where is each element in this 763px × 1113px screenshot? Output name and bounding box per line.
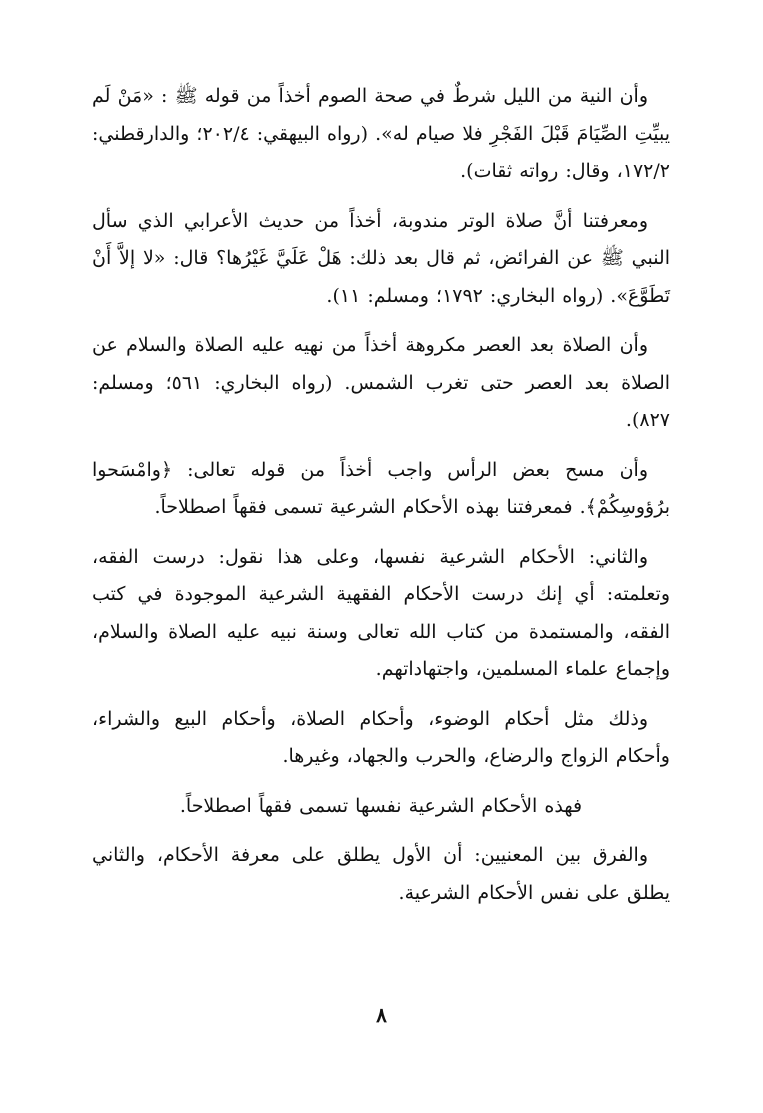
page-number: ٨	[376, 1003, 387, 1027]
paragraph-examples: وذلك مثل أحكام الوضوء، وأحكام الصلاة، وأحكام البيع والشراء، وأحكام الزواج والرضاع، والحرب والجهاد، وغيرها.	[92, 707, 670, 767]
paragraph-fasting-intention: وأن النية من الليل شرطٌ في صحة الصوم أخذاً من قوله ﷺ : «مَنْ لَم يبيِّتِ الصِّيَامَ قَبْلَ الفَجْرِ فلا صيام له». (رواه البيهقي: ٢٠٢/٤؛ والدارقطني: ١٧٢/٢، وقال: رواته ثقات).	[92, 85, 670, 182]
paragraph-difference: والفرق بين المعنيين: أن الأول يطلق على معرفة الأحكام، والثاني يطلق على نفس الأحكام الشرعية.	[92, 844, 670, 904]
paragraph-conclusion: فهذه الأحكام الشرعية نفسها تسمى فقهاً اصطلاحاً.	[179, 794, 583, 817]
page-body	[92, 78, 670, 924]
paragraph-second-meaning: والثاني: الأحكام الشرعية نفسها، وعلى هذا نقول: درست الفقه، وتعلمته: أي إنك درست الأحكام الفقهية الشرعية الموجودة في كتب الفقه، والمستمدة من كتاب الله تعالى وسنة نبيه عليه الصلاة والسلام، وإجماع علماء المسلمين، واجتهاداتهم.	[92, 545, 670, 680]
paragraph-wiping-head: وأن مسح بعض الرأس واجب أخذاً من قوله تعالى: ﴿وامْسَحوا برُؤوسِكُمْ﴾. فمعرفتنا بهذه الأحكام الشرعية تسمى فقهاً اصطلاحاً.	[92, 458, 670, 518]
paragraph-witr-prayer: ومعرفتنا أنَّ صلاة الوتر مندوبة، أخذاً من حديث الأعرابي الذي سأل النبي ﷺ عن الفرائض، ثم قال بعد ذلك: هَلْ عَلَيَّ غَيْرُها؟ قال: «لا إلاَّ أَنْ تَطَوَّعَ». (رواه البخاري: ١٧٩٢؛ ومسلم: ١١).	[92, 209, 670, 307]
paragraph-prayer-after-asr: وأن الصلاة بعد العصر مكروهة أخذاً من نهيه عليه الصلاة والسلام عن الصلاة بعد العصر حتى تغرب الشمس. (رواه البخاري: ٥٦١؛ ومسلم: ٨٢٧).	[92, 334, 671, 431]
